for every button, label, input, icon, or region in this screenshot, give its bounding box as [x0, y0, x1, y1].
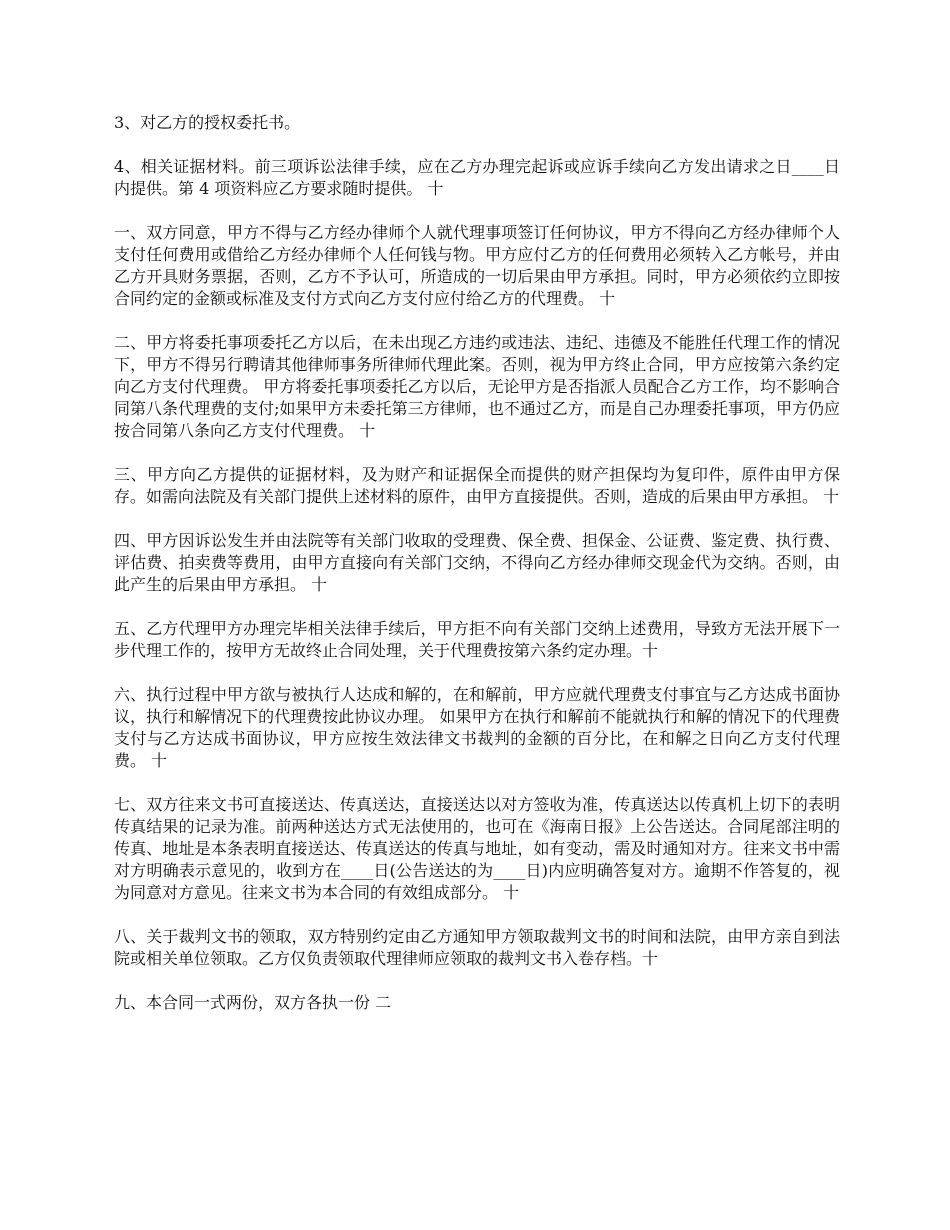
clause-8-judgment-documents: 八、关于裁判文书的领取，双方特别约定由乙方通知甲方领取裁判文书的时间和法院，由甲方亲自到法院或相关单位领取。乙方仅负责领取代理律师应领取的裁判文书入卷存档。十	[114, 927, 840, 968]
clause-2-no-other-lawyers: 二、甲方将委托事项委托乙方以后，在未出现乙方违约或违法、违纪、违德及不能胜任代理工作的情况下，甲方不得另行聘请其他律师事务所律师代理此案。否则，视为甲方终止合同，甲方应按第六条约定向乙方支付代理费。 甲方将委托事项委托乙方以后，无论甲方是否指派人员配合乙方工作，均不影响合同第八条代理费的支付;如果甲方未委托第三方律师，也不通过乙方，而是自己办理委托事项，甲方仍应按合同第八条向乙方支付代理费。 十	[114, 333, 840, 440]
clause-9-copies: 九、本合同一式两份，双方各执一份 二	[114, 993, 392, 1012]
clause-7-service-of-documents: 七、双方往来文书可直接送达、传真送达，直接送达以对方签收为准，传真送达以传真机上切下的表明传真结果的记录为准。前两种送达方式无法使用的，也可在《海南日报》上公告送达。合同尾部注明的传真、地址是本条表明直接送达、传真送达的传真与地址，如有变动，需及时通知对方。往来文书中需对方明确表示意见的，收到方在____日(公告送达的为____日)内应明确答复对方。逾期不作答复的，视为同意对方意见。往来文书为本合同的有效组成部分。 十	[114, 795, 840, 902]
clause-3-evidence-copies: 三、甲方向乙方提供的证据材料，及为财产和证据保全而提供的财产担保均为复印件，原件由甲方保存。如需向法院及有关部门提供上述材料的原件，由甲方直接提供。否则，造成的后果由甲方承担。 十	[114, 465, 840, 506]
document-page	[114, 112, 840, 1014]
clause-4-litigation-fees: 四、甲方因诉讼发生并由法院等有关部门收取的受理费、保全费、担保金、公证费、鉴定费、执行费、评估费、拍卖费等费用，由甲方直接向有关部门交纳，不得向乙方经办律师交现金代为交纳。否则，由此产生的后果由甲方承担。 十	[114, 531, 840, 594]
clause-1-no-private-agreements: 一、双方同意，甲方不得与乙方经办律师个人就代理事项签订任何协议，甲方不得向乙方经办律师个人支付任何费用或借给乙方经办律师个人任何钱与物。甲方应付乙方的任何费用必须转入乙方帐号，并由乙方开具财务票据，否则，乙方不予认可，所造成的一切后果由甲方承担。同时，甲方必须依约立即按合同约定的金额或标准及支付方式向乙方支付应付给乙方的代理费。 十	[114, 223, 840, 308]
clause-6-settlement: 六、执行过程中甲方欲与被执行人达成和解的，在和解前，甲方应就代理费支付事宜与乙方达成书面协议，执行和解情况下的代理费按此协议办理。 如果甲方在执行和解前不能就执行和解的情况下的代理费支付与乙方达成书面协议，甲方应按生效法律文书裁判的金额的百分比，在和解之日向乙方支付代理费。 十	[114, 685, 840, 770]
paragraph-4-evidence-materials: 4、相关证据材料。前三项诉讼法律手续，应在乙方办理完起诉或应诉手续向乙方发出请求之日____日内提供。第 4 项资料应乙方要求随时提供。 十	[114, 157, 840, 198]
clause-5-refusal-to-pay: 五、乙方代理甲方办理完毕相关法律手续后，甲方拒不向有关部门交纳上述费用，导致方无法开展下一步代理工作的，按甲方无故终止合同处理，关于代理费按第六条约定办理。十	[114, 619, 840, 660]
paragraph-3-power-of-attorney: 3、对乙方的授权委托书。	[114, 113, 301, 132]
